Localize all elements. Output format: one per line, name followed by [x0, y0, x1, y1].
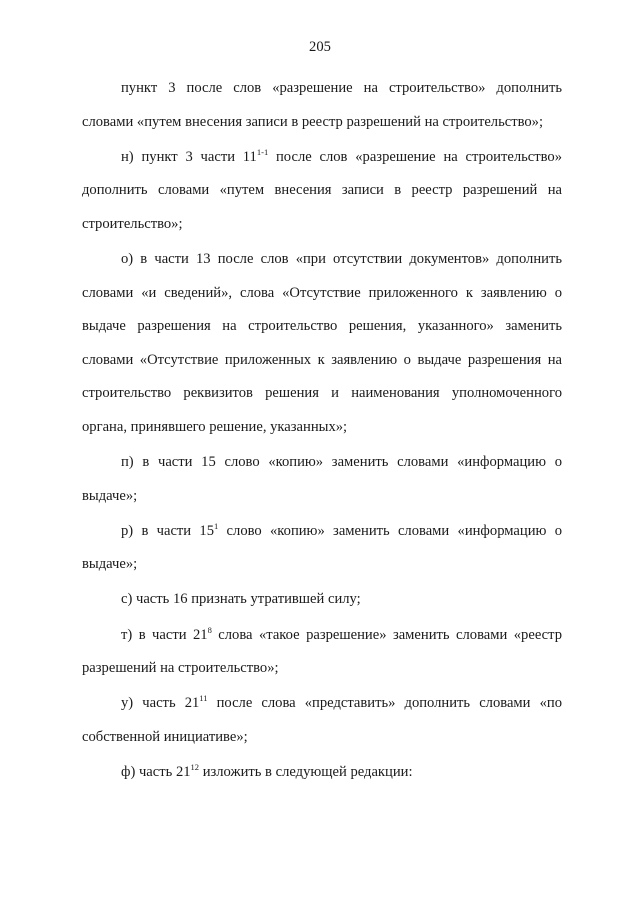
- paragraph-text: пункт 3 после слов «разрешение на строительство» дополнить словами «путем внесения записи в реестр разрешений на строительство»;: [82, 80, 562, 130]
- superscript: 8: [207, 624, 212, 635]
- paragraph-text-end: после слов «разрешение на строительство» дополнить словами «путем внесения записи в реестр разрешений на строительство»;: [82, 148, 562, 232]
- paragraph-r: [82, 515, 562, 582]
- paragraph-text-end: после слова «представить» дополнить словами «по собственной инициативе»;: [82, 695, 562, 745]
- paragraph-f: [82, 756, 562, 790]
- paragraph-s: [82, 583, 562, 617]
- paragraph-p: [82, 446, 562, 513]
- paragraph-text-start: н) пункт 3 части 11: [121, 148, 257, 165]
- paragraph-text: п) в части 15 слово «копию» заменить словами «информацию о выдаче»;: [82, 454, 562, 504]
- paragraph-o: [82, 243, 562, 445]
- paragraph-t: [82, 619, 562, 686]
- paragraph-text-end: слово «копию» заменить словами «информацию о выдаче»;: [82, 522, 562, 573]
- paragraph-text-end: изложить в следующей редакции:: [199, 763, 413, 780]
- superscript: 12: [190, 761, 200, 772]
- paragraph-text-start: ф) часть 21: [121, 763, 191, 780]
- paragraph-text-end: слова «такое разрешение» заменить словами «реестр разрешений на строительство»;: [82, 626, 562, 677]
- superscript: 11: [199, 693, 208, 704]
- superscript: 1-1: [256, 146, 269, 157]
- paragraph-item-3-amendment: [82, 72, 562, 139]
- paragraph-text-start: т) в части 21: [121, 626, 208, 643]
- paragraph-n: [82, 141, 562, 242]
- paragraph-text-start: р) в части 15: [121, 522, 215, 539]
- paragraph-text: с) часть 16 признать утратившей силу;: [121, 591, 361, 608]
- page-number: 205: [309, 39, 331, 55]
- paragraph-u: [82, 687, 562, 754]
- paragraph-text: о) в части 13 после слов «при отсутствии документов» дополнить словами «и сведений», слова «Отсутствие приложенного к заявлению о выдаче разрешения на строительство решения, указанного» заменить словами «Отсутствие приложенных к заявлению о выдаче разрешения на строительство реквизитов решения и наименования уполномоченного органа, принявшего решение, указанных»;: [82, 250, 562, 435]
- document-body: [82, 72, 562, 789]
- superscript: 1: [214, 520, 219, 531]
- paragraph-text-start: у) часть 21: [121, 695, 200, 712]
